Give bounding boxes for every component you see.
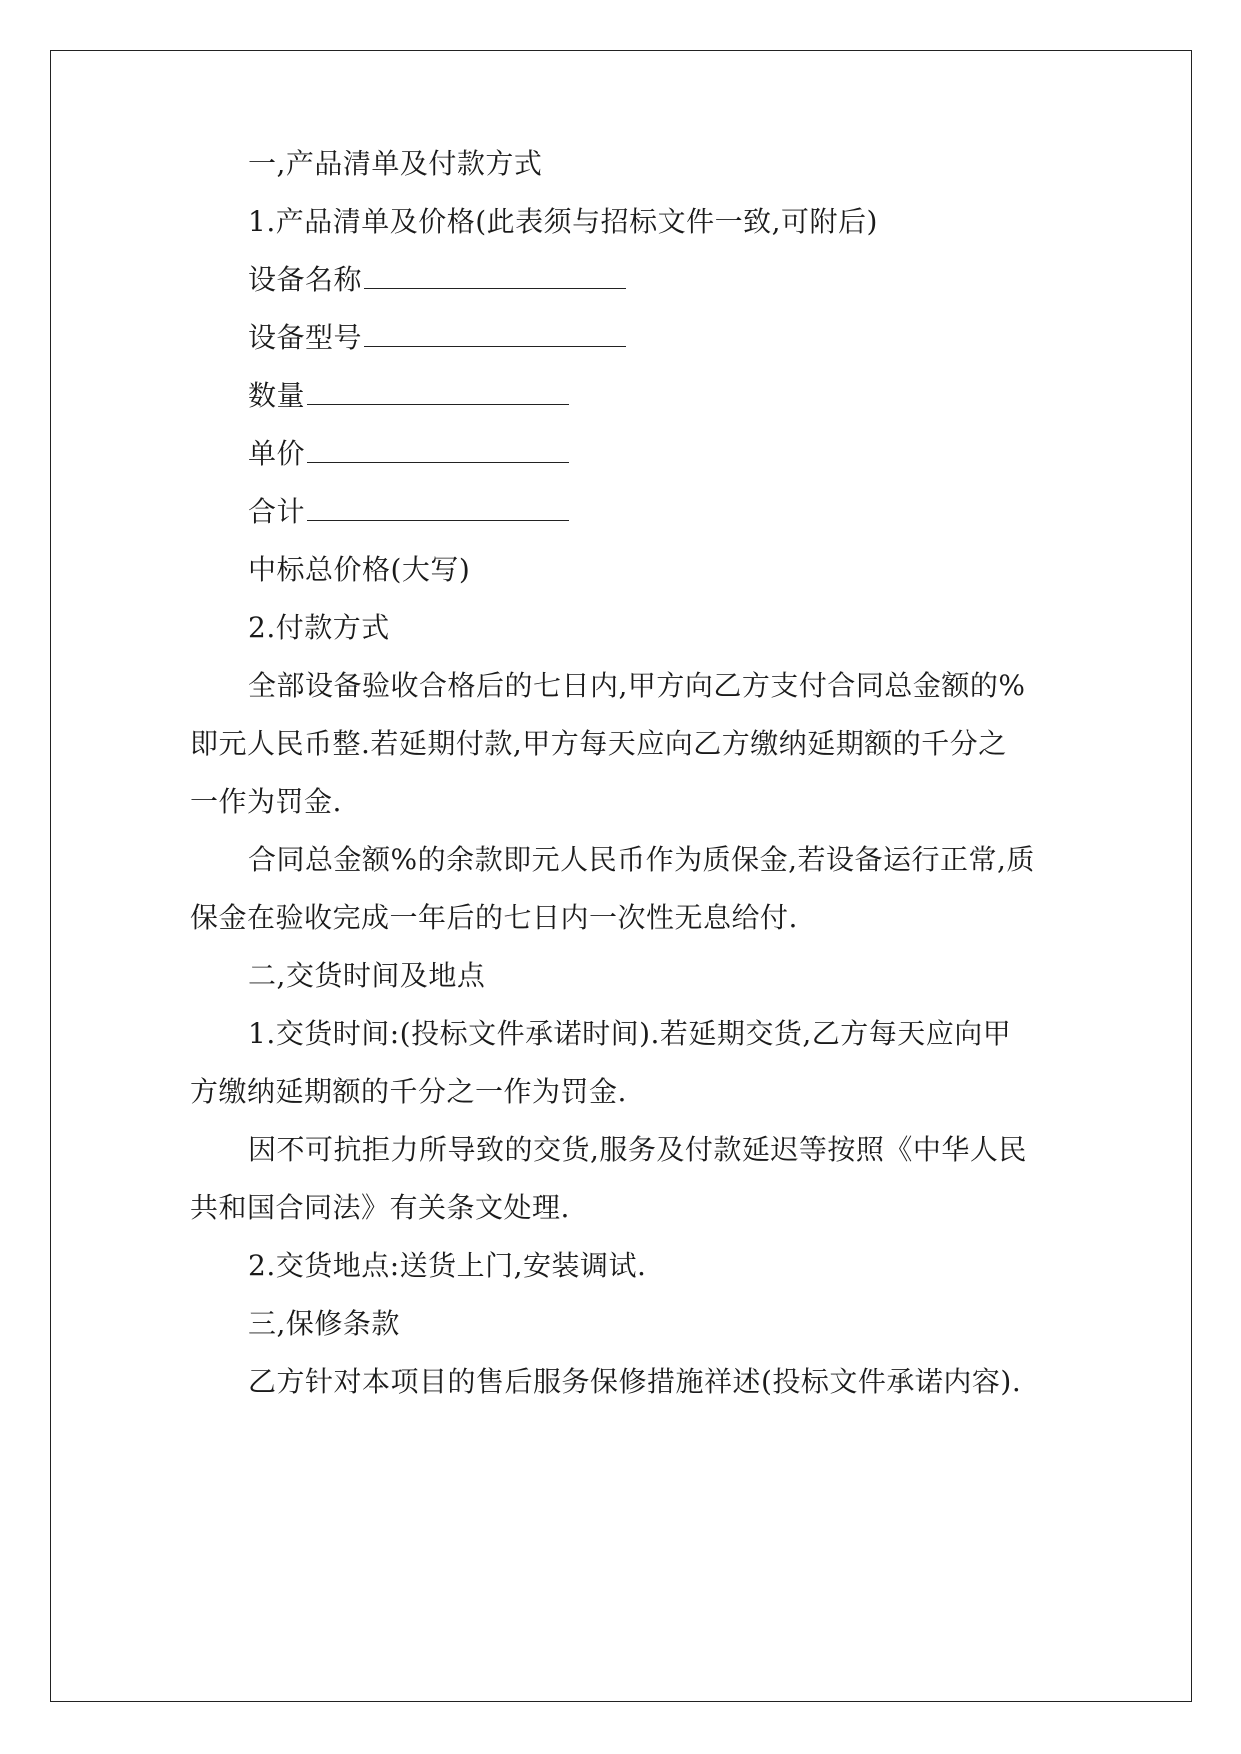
force-majeure-line: 共和国合同法》有关条文处理. <box>190 1191 570 1224</box>
payment-method-item: 2.付款方式 <box>248 611 390 644</box>
payment-paragraph-line: 全部设备验收合格后的七日内,甲方向乙方支付合同总金额的% <box>248 669 1026 702</box>
unit-price-blank[interactable] <box>307 436 569 463</box>
retention-paragraph-line: 保金在验收完成一年后的七日内一次性无息给付. <box>190 901 798 934</box>
device-name-blank[interactable] <box>364 262 626 289</box>
field-unit-price <box>248 436 569 472</box>
quantity-blank[interactable] <box>307 378 569 405</box>
field-label: 单价 <box>248 437 306 470</box>
field-total <box>248 494 569 530</box>
payment-paragraph-line: 即元人民币整.若延期付款,甲方每天应向乙方缴纳延期额的千分之 <box>190 727 1007 760</box>
field-quantity <box>248 378 569 414</box>
delivery-time-line: 方缴纳延期额的千分之一作为罚金. <box>190 1075 627 1108</box>
field-label: 合计 <box>248 495 306 528</box>
delivery-time-line: 1.交货时间:(投标文件承诺时间).若延期交货,乙方每天应向甲 <box>248 1017 1012 1050</box>
product-list-item: 1.产品清单及价格(此表须与招标文件一致,可附后) <box>248 205 878 238</box>
field-label: 数量 <box>248 379 306 412</box>
field-label: 设备名称 <box>248 263 363 296</box>
payment-paragraph-line: 一作为罚金. <box>190 785 342 818</box>
warranty-paragraph: 乙方针对本项目的售后服务保修措施祥述(投标文件承诺内容). <box>248 1365 1022 1398</box>
retention-paragraph-line: 合同总金额%的余款即元人民币作为质保金,若设备运行正常,质 <box>248 843 1035 876</box>
total-blank[interactable] <box>307 494 569 521</box>
force-majeure-line: 因不可抗拒力所导致的交货,服务及付款延迟等按照《中华人民 <box>248 1133 1027 1166</box>
section-2-heading: 二,交货时间及地点 <box>248 959 486 992</box>
winning-bid-total: 中标总价格(大写) <box>248 553 471 586</box>
field-device-name <box>248 262 626 298</box>
section-1-heading: 一,产品清单及付款方式 <box>248 147 543 180</box>
section-3-heading: 三,保修条款 <box>248 1307 400 1340</box>
field-label: 设备型号 <box>248 321 363 354</box>
delivery-place-item: 2.交货地点:送货上门,安装调试. <box>248 1249 647 1282</box>
field-device-model <box>248 320 626 356</box>
device-model-blank[interactable] <box>364 320 626 347</box>
